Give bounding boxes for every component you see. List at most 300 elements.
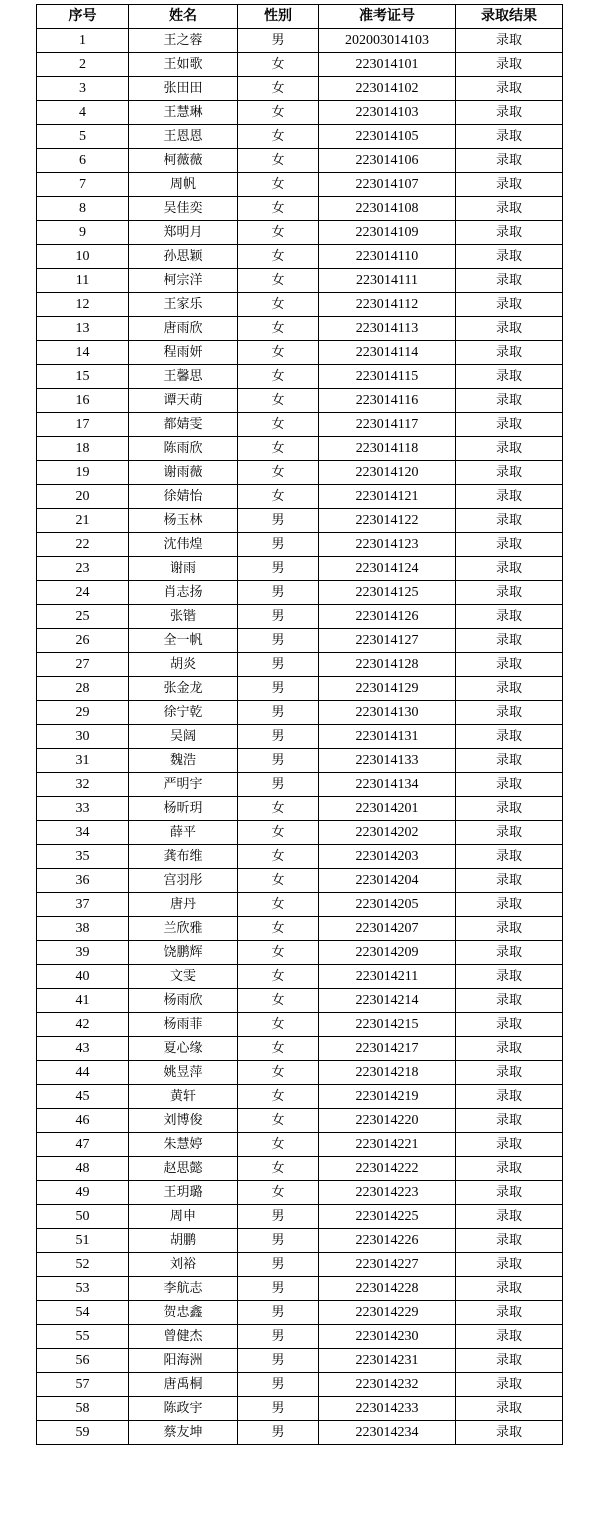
cell-exam-id: 223014117 <box>319 413 456 437</box>
cell-index: 28 <box>37 677 129 701</box>
cell-name: 魏浩 <box>129 749 238 773</box>
cell-gender: 男 <box>238 581 319 605</box>
table-row <box>37 941 563 965</box>
cell-result: 录取 <box>456 869 563 893</box>
cell-gender: 女 <box>238 485 319 509</box>
cell-name: 严明宇 <box>129 773 238 797</box>
cell-result: 录取 <box>456 317 563 341</box>
cell-exam-id: 223014232 <box>319 1373 456 1397</box>
cell-index: 14 <box>37 341 129 365</box>
cell-gender: 女 <box>238 1133 319 1157</box>
cell-name: 程雨妍 <box>129 341 238 365</box>
cell-exam-id: 223014225 <box>319 1205 456 1229</box>
cell-index: 31 <box>37 749 129 773</box>
cell-result: 录取 <box>456 917 563 941</box>
cell-gender: 男 <box>238 1277 319 1301</box>
cell-index: 3 <box>37 77 129 101</box>
cell-exam-id: 223014234 <box>319 1421 456 1445</box>
cell-gender: 女 <box>238 1181 319 1205</box>
table-row <box>37 725 563 749</box>
table-row <box>37 509 563 533</box>
cell-exam-id: 223014125 <box>319 581 456 605</box>
cell-gender: 男 <box>238 509 319 533</box>
cell-name: 柯宗洋 <box>129 269 238 293</box>
cell-index: 42 <box>37 1013 129 1037</box>
cell-exam-id: 223014124 <box>319 557 456 581</box>
table-row <box>37 1037 563 1061</box>
cell-exam-id: 223014131 <box>319 725 456 749</box>
table-row <box>37 437 563 461</box>
cell-name: 杨玉林 <box>129 509 238 533</box>
cell-exam-id: 223014201 <box>319 797 456 821</box>
cell-name: 王之蓉 <box>129 29 238 53</box>
cell-exam-id: 223014228 <box>319 1277 456 1301</box>
cell-index: 59 <box>37 1421 129 1445</box>
cell-gender: 男 <box>238 773 319 797</box>
cell-name: 龚布维 <box>129 845 238 869</box>
table-row <box>37 485 563 509</box>
cell-name: 王玥璐 <box>129 1181 238 1205</box>
cell-gender: 男 <box>238 1373 319 1397</box>
cell-name: 沈伟煌 <box>129 533 238 557</box>
cell-exam-id: 223014226 <box>319 1229 456 1253</box>
table-row <box>37 53 563 77</box>
table-row <box>37 1085 563 1109</box>
table-body <box>37 29 563 1445</box>
cell-gender: 女 <box>238 317 319 341</box>
table-row <box>37 341 563 365</box>
cell-exam-id: 223014101 <box>319 53 456 77</box>
cell-name: 杨雨菲 <box>129 1013 238 1037</box>
cell-exam-id: 223014227 <box>319 1253 456 1277</box>
table-row <box>37 1133 563 1157</box>
cell-name: 陈雨欣 <box>129 437 238 461</box>
cell-gender: 女 <box>238 965 319 989</box>
cell-name: 贺忠鑫 <box>129 1301 238 1325</box>
cell-name: 李航志 <box>129 1277 238 1301</box>
cell-index: 52 <box>37 1253 129 1277</box>
cell-result: 录取 <box>456 1301 563 1325</box>
cell-result: 录取 <box>456 461 563 485</box>
cell-result: 录取 <box>456 965 563 989</box>
table-row <box>37 893 563 917</box>
table-row <box>37 629 563 653</box>
cell-index: 47 <box>37 1133 129 1157</box>
cell-name: 王如歌 <box>129 53 238 77</box>
cell-name: 全一帆 <box>129 629 238 653</box>
cell-name: 都婧雯 <box>129 413 238 437</box>
cell-exam-id: 223014112 <box>319 293 456 317</box>
cell-gender: 男 <box>238 1301 319 1325</box>
cell-exam-id: 223014108 <box>319 197 456 221</box>
table-row <box>37 701 563 725</box>
table-header-row <box>37 5 563 29</box>
cell-result: 录取 <box>456 701 563 725</box>
cell-name: 刘裕 <box>129 1253 238 1277</box>
cell-exam-id: 223014110 <box>319 245 456 269</box>
cell-exam-id: 223014105 <box>319 125 456 149</box>
cell-name: 周申 <box>129 1205 238 1229</box>
cell-name: 徐宁乾 <box>129 701 238 725</box>
cell-name: 谢雨 <box>129 557 238 581</box>
cell-result: 录取 <box>456 173 563 197</box>
header-index: 序号 <box>37 5 129 29</box>
cell-exam-id: 223014102 <box>319 77 456 101</box>
cell-gender: 男 <box>238 725 319 749</box>
cell-index: 58 <box>37 1397 129 1421</box>
cell-index: 8 <box>37 197 129 221</box>
cell-gender: 女 <box>238 797 319 821</box>
cell-name: 杨雨欣 <box>129 989 238 1013</box>
table-row <box>37 1229 563 1253</box>
cell-gender: 女 <box>238 365 319 389</box>
cell-gender: 女 <box>238 845 319 869</box>
cell-exam-id: 223014211 <box>319 965 456 989</box>
cell-index: 46 <box>37 1109 129 1133</box>
cell-index: 50 <box>37 1205 129 1229</box>
cell-gender: 女 <box>238 893 319 917</box>
cell-name: 吴阔 <box>129 725 238 749</box>
cell-exam-id: 223014103 <box>319 101 456 125</box>
table-row <box>37 77 563 101</box>
cell-gender: 女 <box>238 821 319 845</box>
cell-index: 19 <box>37 461 129 485</box>
cell-name: 王馨思 <box>129 365 238 389</box>
header-exam-id: 准考证号 <box>319 5 456 29</box>
cell-result: 录取 <box>456 53 563 77</box>
cell-name: 唐丹 <box>129 893 238 917</box>
table-row <box>37 989 563 1013</box>
cell-result: 录取 <box>456 677 563 701</box>
table-row <box>37 221 563 245</box>
table-row <box>37 173 563 197</box>
cell-name: 周帆 <box>129 173 238 197</box>
cell-result: 录取 <box>456 101 563 125</box>
cell-gender: 男 <box>238 1205 319 1229</box>
table-row <box>37 29 563 53</box>
cell-result: 录取 <box>456 1133 563 1157</box>
table-row <box>37 557 563 581</box>
cell-name: 宫羽彤 <box>129 869 238 893</box>
cell-exam-id: 223014222 <box>319 1157 456 1181</box>
table-row <box>37 389 563 413</box>
cell-name: 王慧琳 <box>129 101 238 125</box>
cell-name: 赵思懿 <box>129 1157 238 1181</box>
cell-name: 王家乐 <box>129 293 238 317</box>
cell-index: 38 <box>37 917 129 941</box>
table-row <box>37 533 563 557</box>
cell-name: 郑明月 <box>129 221 238 245</box>
cell-index: 48 <box>37 1157 129 1181</box>
cell-name: 柯薇薇 <box>129 149 238 173</box>
cell-gender: 男 <box>238 1253 319 1277</box>
table-row <box>37 797 563 821</box>
cell-exam-id: 223014231 <box>319 1349 456 1373</box>
cell-index: 36 <box>37 869 129 893</box>
table-row <box>37 1205 563 1229</box>
cell-index: 21 <box>37 509 129 533</box>
cell-gender: 女 <box>238 1085 319 1109</box>
cell-gender: 女 <box>238 1109 319 1133</box>
table-row <box>37 413 563 437</box>
cell-name: 孙思颖 <box>129 245 238 269</box>
cell-gender: 女 <box>238 245 319 269</box>
cell-result: 录取 <box>456 773 563 797</box>
table-row <box>37 1397 563 1421</box>
cell-gender: 女 <box>238 1013 319 1037</box>
cell-gender: 男 <box>238 557 319 581</box>
cell-result: 录取 <box>456 533 563 557</box>
cell-exam-id: 223014106 <box>319 149 456 173</box>
table-row <box>37 821 563 845</box>
cell-exam-id: 223014130 <box>319 701 456 725</box>
cell-exam-id: 223014134 <box>319 773 456 797</box>
cell-gender: 女 <box>238 101 319 125</box>
table-row <box>37 845 563 869</box>
cell-name: 兰欣雅 <box>129 917 238 941</box>
cell-index: 17 <box>37 413 129 437</box>
cell-name: 唐雨欣 <box>129 317 238 341</box>
cell-index: 18 <box>37 437 129 461</box>
cell-gender: 女 <box>238 173 319 197</box>
cell-result: 录取 <box>456 1325 563 1349</box>
cell-result: 录取 <box>456 1421 563 1445</box>
cell-index: 35 <box>37 845 129 869</box>
cell-index: 54 <box>37 1301 129 1325</box>
cell-exam-id: 223014221 <box>319 1133 456 1157</box>
cell-exam-id: 223014127 <box>319 629 456 653</box>
table-row <box>37 317 563 341</box>
cell-name: 胡炎 <box>129 653 238 677</box>
cell-result: 录取 <box>456 581 563 605</box>
cell-gender: 女 <box>238 77 319 101</box>
table-row <box>37 101 563 125</box>
cell-result: 录取 <box>456 557 563 581</box>
cell-result: 录取 <box>456 365 563 389</box>
cell-exam-id: 223014215 <box>319 1013 456 1037</box>
cell-index: 15 <box>37 365 129 389</box>
cell-result: 录取 <box>456 1397 563 1421</box>
cell-name: 张金龙 <box>129 677 238 701</box>
cell-gender: 女 <box>238 293 319 317</box>
cell-result: 录取 <box>456 1037 563 1061</box>
cell-exam-id: 223014217 <box>319 1037 456 1061</box>
cell-exam-id: 223014230 <box>319 1325 456 1349</box>
table-row <box>37 917 563 941</box>
cell-result: 录取 <box>456 197 563 221</box>
cell-result: 录取 <box>456 29 563 53</box>
cell-name: 张田田 <box>129 77 238 101</box>
cell-index: 33 <box>37 797 129 821</box>
cell-exam-id: 223014219 <box>319 1085 456 1109</box>
table-row <box>37 1325 563 1349</box>
cell-exam-id: 202003014103 <box>319 29 456 53</box>
cell-gender: 男 <box>238 629 319 653</box>
table-row <box>37 581 563 605</box>
cell-name: 姚昱萍 <box>129 1061 238 1085</box>
cell-name: 唐禹桐 <box>129 1373 238 1397</box>
cell-result: 录取 <box>456 941 563 965</box>
cell-gender: 女 <box>238 221 319 245</box>
cell-exam-id: 223014126 <box>319 605 456 629</box>
cell-name: 饶鹏辉 <box>129 941 238 965</box>
cell-result: 录取 <box>456 1205 563 1229</box>
cell-gender: 男 <box>238 749 319 773</box>
cell-index: 49 <box>37 1181 129 1205</box>
cell-gender: 男 <box>238 1421 319 1445</box>
cell-result: 录取 <box>456 1373 563 1397</box>
cell-result: 录取 <box>456 269 563 293</box>
cell-index: 40 <box>37 965 129 989</box>
cell-name: 蔡友坤 <box>129 1421 238 1445</box>
cell-exam-id: 223014220 <box>319 1109 456 1133</box>
cell-exam-id: 223014129 <box>319 677 456 701</box>
cell-index: 11 <box>37 269 129 293</box>
cell-result: 录取 <box>456 893 563 917</box>
cell-name: 曾健杰 <box>129 1325 238 1349</box>
cell-exam-id: 223014207 <box>319 917 456 941</box>
cell-exam-id: 223014203 <box>319 845 456 869</box>
cell-name: 文雯 <box>129 965 238 989</box>
table-row <box>37 149 563 173</box>
cell-result: 录取 <box>456 413 563 437</box>
cell-index: 23 <box>37 557 129 581</box>
cell-index: 43 <box>37 1037 129 1061</box>
cell-name: 薛平 <box>129 821 238 845</box>
cell-exam-id: 223014205 <box>319 893 456 917</box>
cell-result: 录取 <box>456 653 563 677</box>
cell-index: 5 <box>37 125 129 149</box>
cell-exam-id: 223014121 <box>319 485 456 509</box>
cell-result: 录取 <box>456 1349 563 1373</box>
cell-result: 录取 <box>456 1013 563 1037</box>
cell-exam-id: 223014209 <box>319 941 456 965</box>
cell-result: 录取 <box>456 509 563 533</box>
cell-name: 谭天萌 <box>129 389 238 413</box>
cell-result: 录取 <box>456 1085 563 1109</box>
cell-exam-id: 223014109 <box>319 221 456 245</box>
cell-result: 录取 <box>456 77 563 101</box>
cell-result: 录取 <box>456 293 563 317</box>
cell-index: 10 <box>37 245 129 269</box>
cell-exam-id: 223014113 <box>319 317 456 341</box>
cell-name: 张锴 <box>129 605 238 629</box>
cell-index: 13 <box>37 317 129 341</box>
cell-index: 4 <box>37 101 129 125</box>
cell-exam-id: 223014115 <box>319 365 456 389</box>
cell-result: 录取 <box>456 725 563 749</box>
cell-name: 徐婧怡 <box>129 485 238 509</box>
cell-name: 夏心缘 <box>129 1037 238 1061</box>
table-row <box>37 293 563 317</box>
cell-index: 27 <box>37 653 129 677</box>
cell-gender: 男 <box>238 1397 319 1421</box>
table-row <box>37 869 563 893</box>
cell-name: 杨昕玥 <box>129 797 238 821</box>
cell-exam-id: 223014204 <box>319 869 456 893</box>
cell-index: 53 <box>37 1277 129 1301</box>
cell-gender: 男 <box>238 605 319 629</box>
cell-name: 谢雨薇 <box>129 461 238 485</box>
cell-index: 44 <box>37 1061 129 1085</box>
cell-result: 录取 <box>456 845 563 869</box>
cell-result: 录取 <box>456 1277 563 1301</box>
cell-name: 吴佳奕 <box>129 197 238 221</box>
cell-exam-id: 223014116 <box>319 389 456 413</box>
cell-result: 录取 <box>456 749 563 773</box>
table-row <box>37 1157 563 1181</box>
cell-exam-id: 223014202 <box>319 821 456 845</box>
table-row <box>37 125 563 149</box>
cell-gender: 女 <box>238 941 319 965</box>
cell-index: 51 <box>37 1229 129 1253</box>
table-row <box>37 1181 563 1205</box>
cell-gender: 女 <box>238 1157 319 1181</box>
cell-index: 1 <box>37 29 129 53</box>
cell-exam-id: 223014128 <box>319 653 456 677</box>
cell-result: 录取 <box>456 629 563 653</box>
cell-index: 24 <box>37 581 129 605</box>
cell-exam-id: 223014107 <box>319 173 456 197</box>
table-row <box>37 461 563 485</box>
cell-exam-id: 223014123 <box>319 533 456 557</box>
cell-gender: 男 <box>238 1229 319 1253</box>
cell-result: 录取 <box>456 1109 563 1133</box>
table-row <box>37 1013 563 1037</box>
cell-gender: 女 <box>238 269 319 293</box>
header-name: 姓名 <box>129 5 238 29</box>
cell-result: 录取 <box>456 1157 563 1181</box>
cell-name: 朱慧婷 <box>129 1133 238 1157</box>
cell-index: 45 <box>37 1085 129 1109</box>
table-row <box>37 965 563 989</box>
cell-index: 6 <box>37 149 129 173</box>
table-row <box>37 245 563 269</box>
cell-gender: 女 <box>238 389 319 413</box>
table-row <box>37 1061 563 1085</box>
cell-name: 王恩恩 <box>129 125 238 149</box>
cell-gender: 男 <box>238 653 319 677</box>
header-gender: 性别 <box>238 5 319 29</box>
cell-index: 16 <box>37 389 129 413</box>
cell-result: 录取 <box>456 1253 563 1277</box>
cell-gender: 男 <box>238 1349 319 1373</box>
cell-result: 录取 <box>456 605 563 629</box>
cell-index: 32 <box>37 773 129 797</box>
cell-result: 录取 <box>456 341 563 365</box>
table-row <box>37 1253 563 1277</box>
cell-gender: 女 <box>238 341 319 365</box>
cell-gender: 女 <box>238 917 319 941</box>
cell-index: 12 <box>37 293 129 317</box>
cell-index: 37 <box>37 893 129 917</box>
cell-gender: 男 <box>238 29 319 53</box>
cell-exam-id: 223014120 <box>319 461 456 485</box>
cell-result: 录取 <box>456 989 563 1013</box>
cell-index: 20 <box>37 485 129 509</box>
cell-result: 录取 <box>456 149 563 173</box>
cell-name: 胡鹏 <box>129 1229 238 1253</box>
table-row <box>37 269 563 293</box>
cell-result: 录取 <box>456 437 563 461</box>
header-result: 录取结果 <box>456 5 563 29</box>
cell-result: 录取 <box>456 1061 563 1085</box>
cell-gender: 女 <box>238 1037 319 1061</box>
cell-index: 25 <box>37 605 129 629</box>
cell-index: 9 <box>37 221 129 245</box>
table-row <box>37 1349 563 1373</box>
cell-exam-id: 223014214 <box>319 989 456 1013</box>
